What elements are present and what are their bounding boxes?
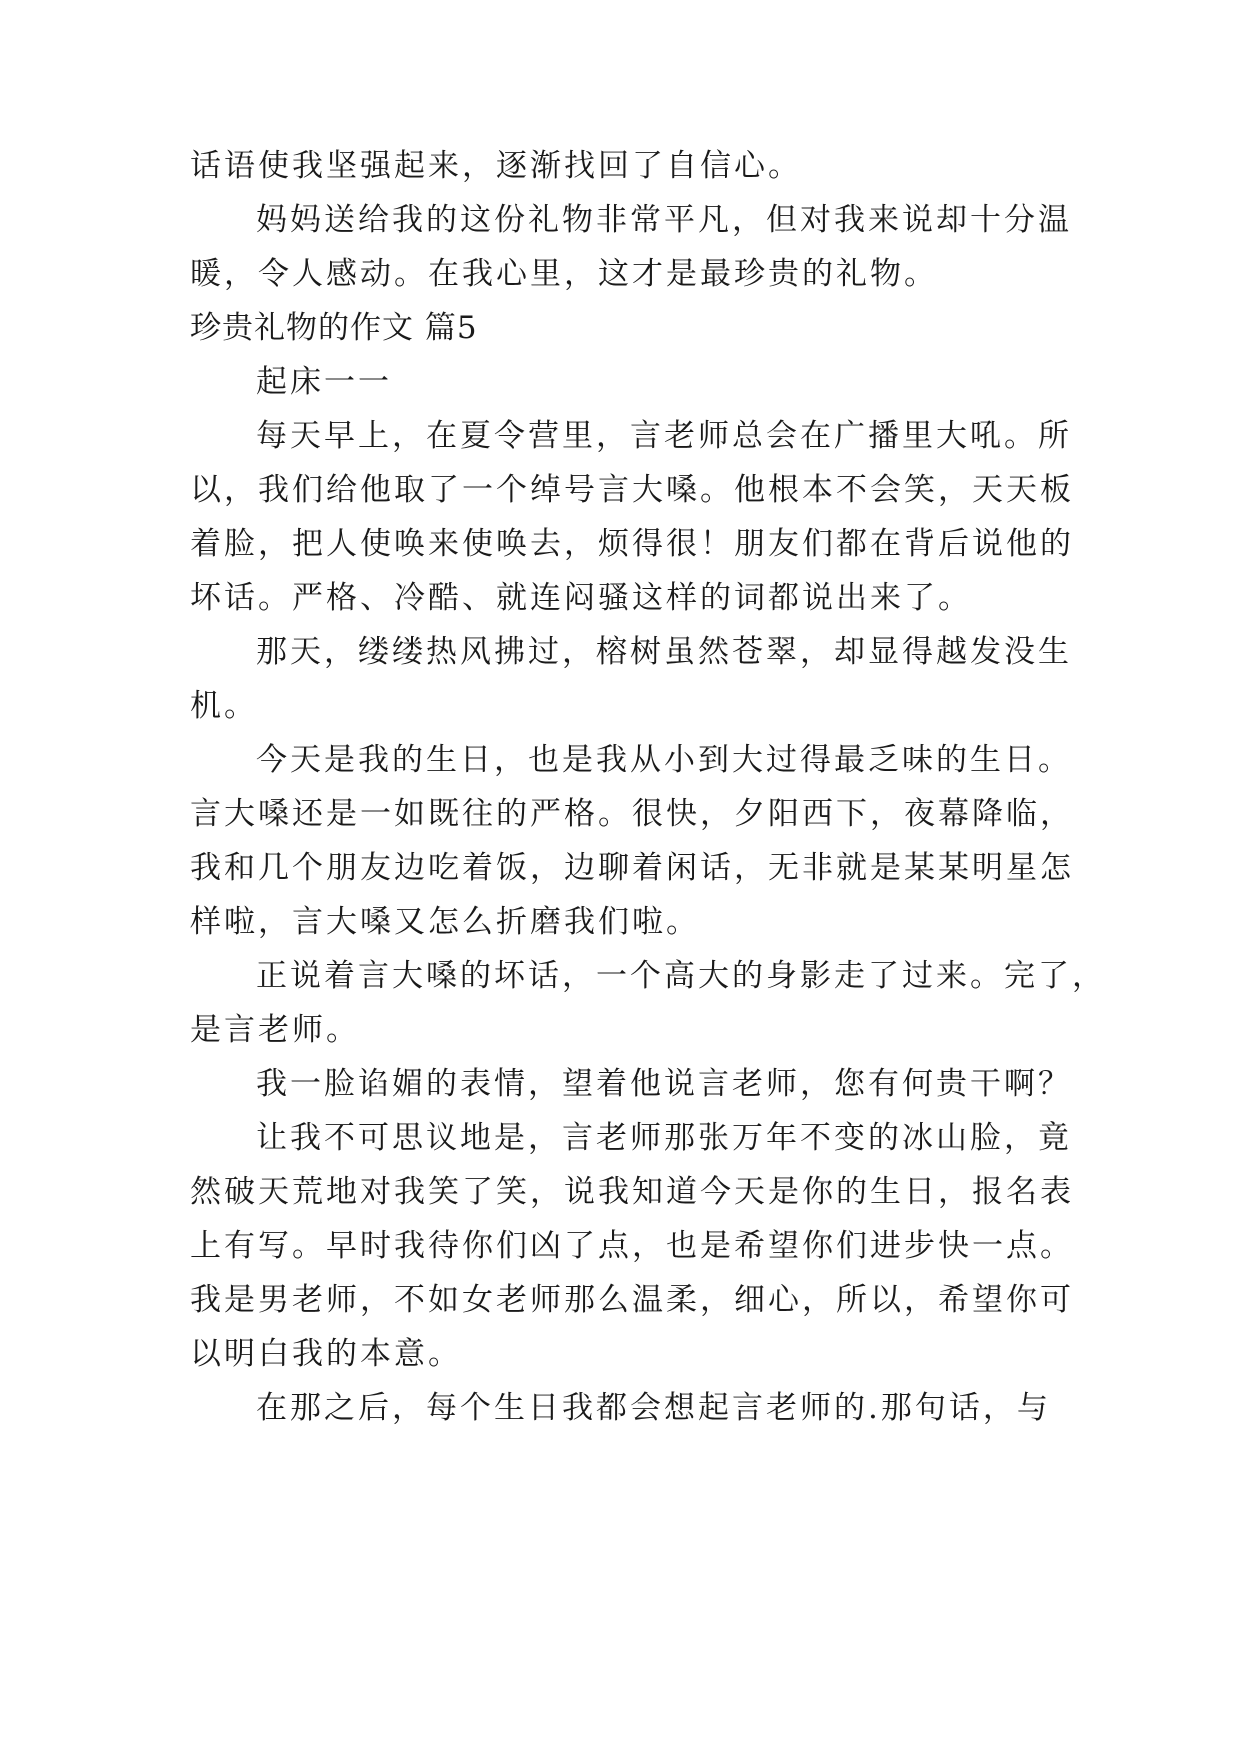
text-line: 起床一一: [256, 364, 392, 400]
text-line: 是言老师。: [190, 1012, 360, 1048]
text-line: 暖，令人感动。在我心里，这才是最珍贵的礼物。: [190, 256, 938, 292]
text-line: 我一脸谄媚的表情，望着他说言老师，您有何贵干啊？: [256, 1066, 1072, 1102]
text-line: 我是男老师，不如女老师那么温柔，细心，所以，希望你可: [190, 1282, 1074, 1318]
text-line: 言大嗓还是一如既往的严格。很快，夕阳西下，夜幕降临，: [190, 796, 1074, 832]
text-line: 着脸，把人使唤来使唤去，烦得很！朋友们都在背后说他的: [190, 526, 1074, 562]
text-line: 机。: [190, 688, 258, 724]
text-line: 让我不可思议地是，言老师那张万年不变的冰山脸，竟: [256, 1120, 1072, 1156]
text-line: 以，我们给他取了一个绰号言大嗓。他根本不会笑，天天板: [190, 472, 1074, 508]
text-line: 上有写。早时我待你们凶了点，也是希望你们进步快一点。: [190, 1228, 1074, 1264]
section-heading: 珍贵礼物的作文 篇5: [190, 310, 478, 346]
text-line: 今天是我的生日，也是我从小到大过得最乏味的生日。: [256, 742, 1072, 778]
text-line: 在那之后，每个生日我都会想起言老师的.那句话，与: [256, 1390, 1051, 1426]
text-line: 妈妈送给我的这份礼物非常平凡，但对我来说却十分温: [256, 202, 1072, 238]
text-line: 我和几个朋友边吃着饭，边聊着闲话，无非就是某某明星怎: [190, 850, 1074, 886]
text-line: 那天，缕缕热风拂过，榕树虽然苍翠，却显得越发没生: [256, 634, 1072, 670]
text-line: 样啦，言大嗓又怎么折磨我们啦。: [190, 904, 700, 940]
text-line: 正说着言大嗓的坏话，一个高大的身影走了过来。完了，: [256, 958, 1106, 994]
text-line: 每天早上，在夏令营里，言老师总会在广播里大吼。所: [256, 418, 1072, 454]
text-line: 话语使我坚强起来，逐渐找回了自信心。: [190, 148, 802, 184]
text-line: 然破天荒地对我笑了笑，说我知道今天是你的生日，报名表: [190, 1174, 1074, 1210]
text-line: 坏话。严格、冷酷、就连闷骚这样的词都说出来了。: [190, 580, 972, 616]
text-line: 以明白我的本意。: [190, 1336, 462, 1372]
